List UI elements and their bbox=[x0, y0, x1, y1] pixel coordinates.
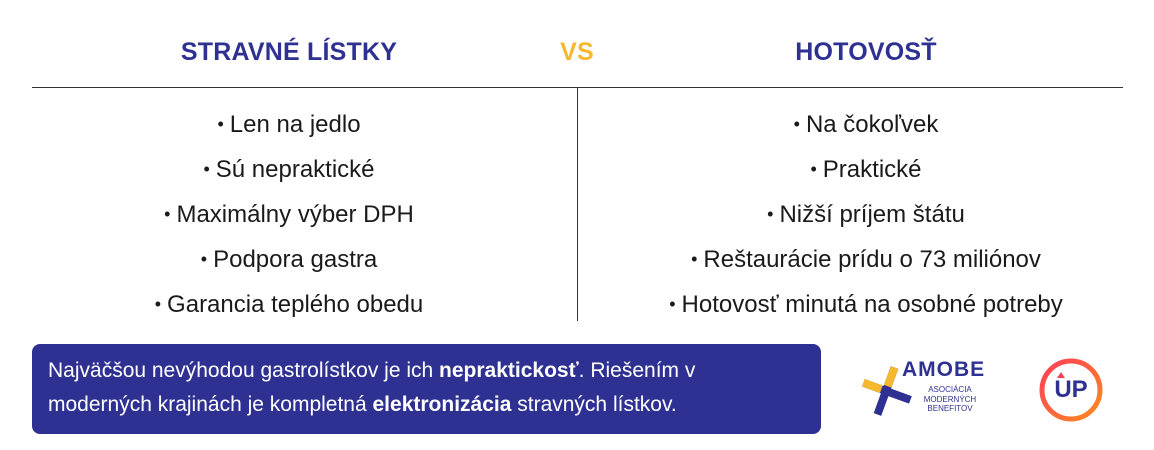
left-column-title: STRAVNÉ LÍSTKY bbox=[180, 38, 398, 66]
note-emphasis: nepraktickosť bbox=[439, 359, 579, 382]
bullet: • bbox=[217, 114, 224, 134]
note-text: stravných lístkov. bbox=[511, 393, 677, 416]
list-item-text: Podpora gastra bbox=[213, 246, 378, 273]
bullet: • bbox=[154, 294, 162, 314]
bullet: • bbox=[793, 114, 800, 134]
list-item bbox=[578, 153, 1154, 198]
up-logo bbox=[1038, 357, 1104, 423]
bullet: • bbox=[669, 294, 676, 314]
list-item bbox=[578, 108, 1154, 153]
list-item-text: Hotovosť minutá na osobné potreby bbox=[681, 291, 1063, 318]
bullet: • bbox=[203, 159, 210, 179]
list-item-text: Praktické bbox=[822, 156, 922, 183]
list-item-text: Na čokoľvek bbox=[805, 111, 939, 138]
note-text: . Riešením v moderných krajinách je kompletná bbox=[48, 359, 696, 416]
up-logo-text: UP bbox=[1054, 376, 1088, 403]
list-item bbox=[0, 108, 578, 153]
note-emphasis: elektronizácia bbox=[372, 393, 512, 416]
vs-label: VS bbox=[560, 38, 594, 66]
amobe-subtitle bbox=[910, 385, 990, 414]
amobe-logo bbox=[860, 356, 1010, 426]
amobe-subtitle-line: MODERNÝCH bbox=[923, 394, 977, 404]
list-item bbox=[578, 288, 1154, 333]
right-list bbox=[578, 108, 1154, 333]
list-item-text: Garancia teplého obedu bbox=[167, 291, 424, 318]
left-list bbox=[0, 108, 578, 333]
list-item-text: Nižší príjem štátu bbox=[779, 201, 965, 228]
list-item-text: Maximálny výber DPH bbox=[176, 201, 414, 228]
note-text: Najväčšou nevýhodou gastrolístkov je ich bbox=[48, 359, 440, 382]
amobe-title: AMOBE bbox=[902, 358, 986, 381]
list-item bbox=[578, 198, 1154, 243]
bullet: • bbox=[691, 249, 698, 269]
list-item-text: Reštaurácie prídu o 73 miliónov bbox=[703, 246, 1041, 273]
list-item bbox=[0, 288, 578, 333]
bullet: • bbox=[200, 249, 208, 269]
bullet: • bbox=[164, 204, 171, 224]
list-item-text: Sú nepraktické bbox=[215, 156, 375, 183]
list-item bbox=[0, 153, 578, 198]
list-item bbox=[578, 243, 1154, 288]
amobe-subtitle-line: ASOCIÁCIA bbox=[928, 385, 972, 394]
list-item bbox=[0, 198, 578, 243]
bullet: • bbox=[810, 159, 817, 179]
bullet: • bbox=[767, 204, 774, 224]
list-item bbox=[0, 243, 578, 288]
right-column-title: HOTOVOSŤ bbox=[795, 38, 937, 66]
summary-note bbox=[32, 344, 821, 434]
list-item-text: Len na jedlo bbox=[229, 111, 361, 138]
amobe-subtitle-line: BENEFITOV bbox=[927, 404, 973, 413]
